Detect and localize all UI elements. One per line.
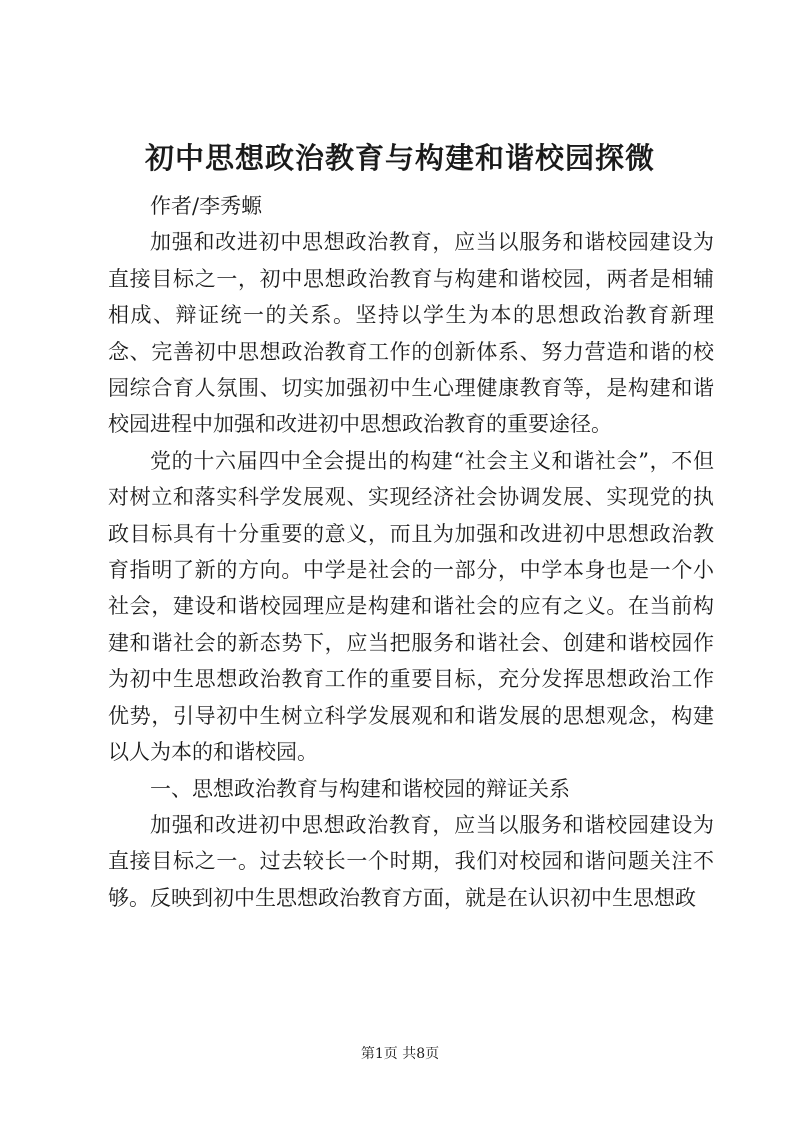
document-body xyxy=(108,188,714,916)
paragraph: 加强和改进初中思想政治教育，应当以服务和谐校园建设为直接目标之一。过去较长一个时期，我们对校园和谐问题关注不够。反映到初中生思想政治教育方面，就是在认识初中生思想政 xyxy=(108,812,714,910)
document-title: 初中思想政治教育与构建和谐校园探微 xyxy=(144,141,655,175)
paragraph: 党的十六届四中全会提出的构建“社会主义和谐社会”，不但对树立和落实科学发展观、实现经济社会协调发展、实现党的执政目标具有十分重要的意义，而且为加强和改进初中思想政治教育指明了新的方向。中学是社会的一部分，中学本身也是一个小社会，建设和谐校园理应是构建和谐社会的应有之义。在当前构建和谐社会的新态势下，应当把服务和谐社会、创建和谐校园作为初中生思想政治教育工作的重要目标，充分发挥思想政治工作优势，引导初中生树立科学发展观和和谐发展的思想观念，构建以人为本的和谐校园。 xyxy=(108,448,714,765)
page-footer: 第1页 共8页 xyxy=(360,1046,440,1062)
paragraph: 加强和改进初中思想政治教育，应当以服务和谐校园建设为直接目标之一，初中思想政治教育与构建和谐校园，两者是相辅相成、辩证统一的关系。坚持以学生为本的思想政治教育新理念、完善初中思想政治教育工作的创新体系、努力营造和谐的校园综合育人氛围、切实加强初中生心理健康教育等，是构建和谐校园进程中加强和改进初中思想政治教育的重要途径。 xyxy=(108,230,714,437)
section-heading: 一、思想政治教育与构建和谐校园的辩证关系 xyxy=(150,776,570,801)
author-line: 作者/李秀螈 xyxy=(150,194,263,218)
